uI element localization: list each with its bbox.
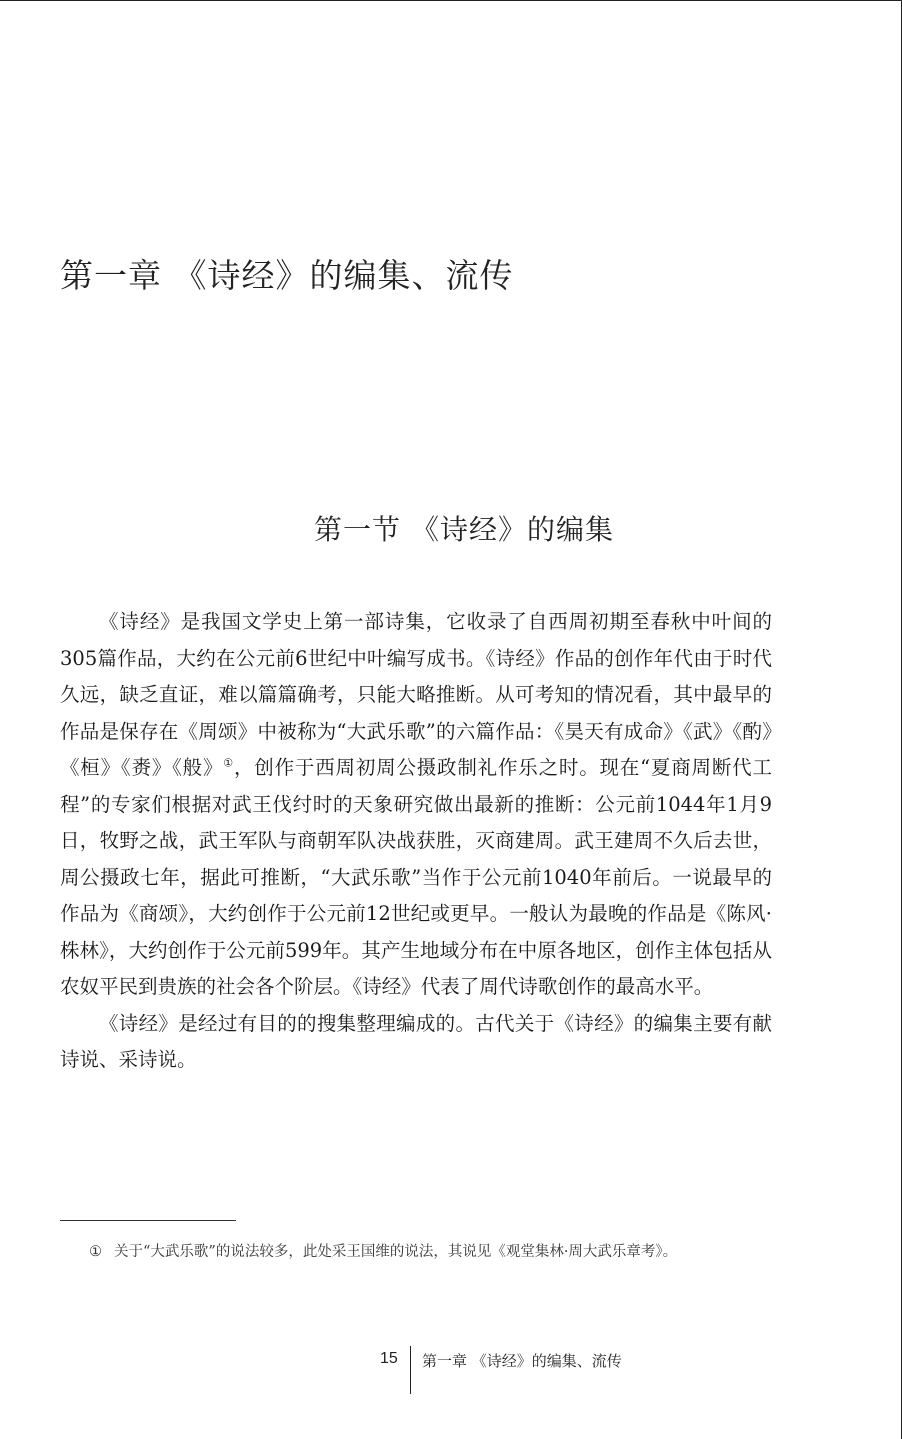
paragraph-2: 《诗经》是经过有目的的搜集整理编成的。古代关于《诗经》的编集主要有献诗说、采诗说。	[60, 1011, 772, 1071]
footnote-divider	[60, 1220, 236, 1221]
paragraph-1	[60, 604, 772, 1006]
page-number: 15	[380, 1350, 398, 1367]
footnote-text: 关于“大武乐歌”的说法较多，此处采王国维的说法，其说见《观堂集林·周大武乐章考》。	[114, 1244, 678, 1260]
body-text	[60, 604, 772, 1079]
footer-chapter-label: 第一章 《诗经》的编集、流传	[422, 1352, 622, 1370]
footnote-number: ①	[89, 1244, 102, 1260]
page-border-top	[0, 0, 902, 1]
footnote	[60, 1238, 772, 1266]
footnote-reference[interactable]: ①	[223, 756, 234, 770]
paragraph-1-text-cont: ，创作于西周初周公摄政制礼作乐之时。现在“夏商周断代工程”的专家们根据对武王伐纣时的天象研究做出最新的推断：公元前1044年1月9日，牧野之战，武王军队与商朝军队决战获胜，灭商建周。武王建周不久后去世，周公摄政七年，据此可推断，“大武乐歌”当作于公元前1040年前后。一说最早的作品为《商颂》，大约创作于公元前12世纪或更早。一般认为最晚的作品是《陈风·株林》，大约创作于公元前599年。其产生地域分布在中原各地区，创作主体包括从农奴平民到贵族的社会各个阶层。《诗经》代表了周代诗歌创作的最高水平。	[60, 756, 772, 998]
chapter-title: 第一章 《诗经》的编集、流传	[60, 256, 514, 295]
paragraph-1-text: 《诗经》是我国文学史上第一部诗集，它收录了自西周初期至春秋中叶间的305篇作品，大约在公元前6世纪中叶编写成书。《诗经》作品的创作年代由于时代久远，缺乏直证，难以篇篇确考，只能大略推断。从可考知的情况看，其中最早的作品是保存在《周颂》中被称为“大武乐歌”的六篇作品：《昊天有成命》《武》《酌》《桓》《赉》《般》	[60, 610, 772, 779]
footer-divider	[410, 1346, 411, 1394]
section-title: 第一节 《诗经》的编集	[314, 513, 614, 546]
